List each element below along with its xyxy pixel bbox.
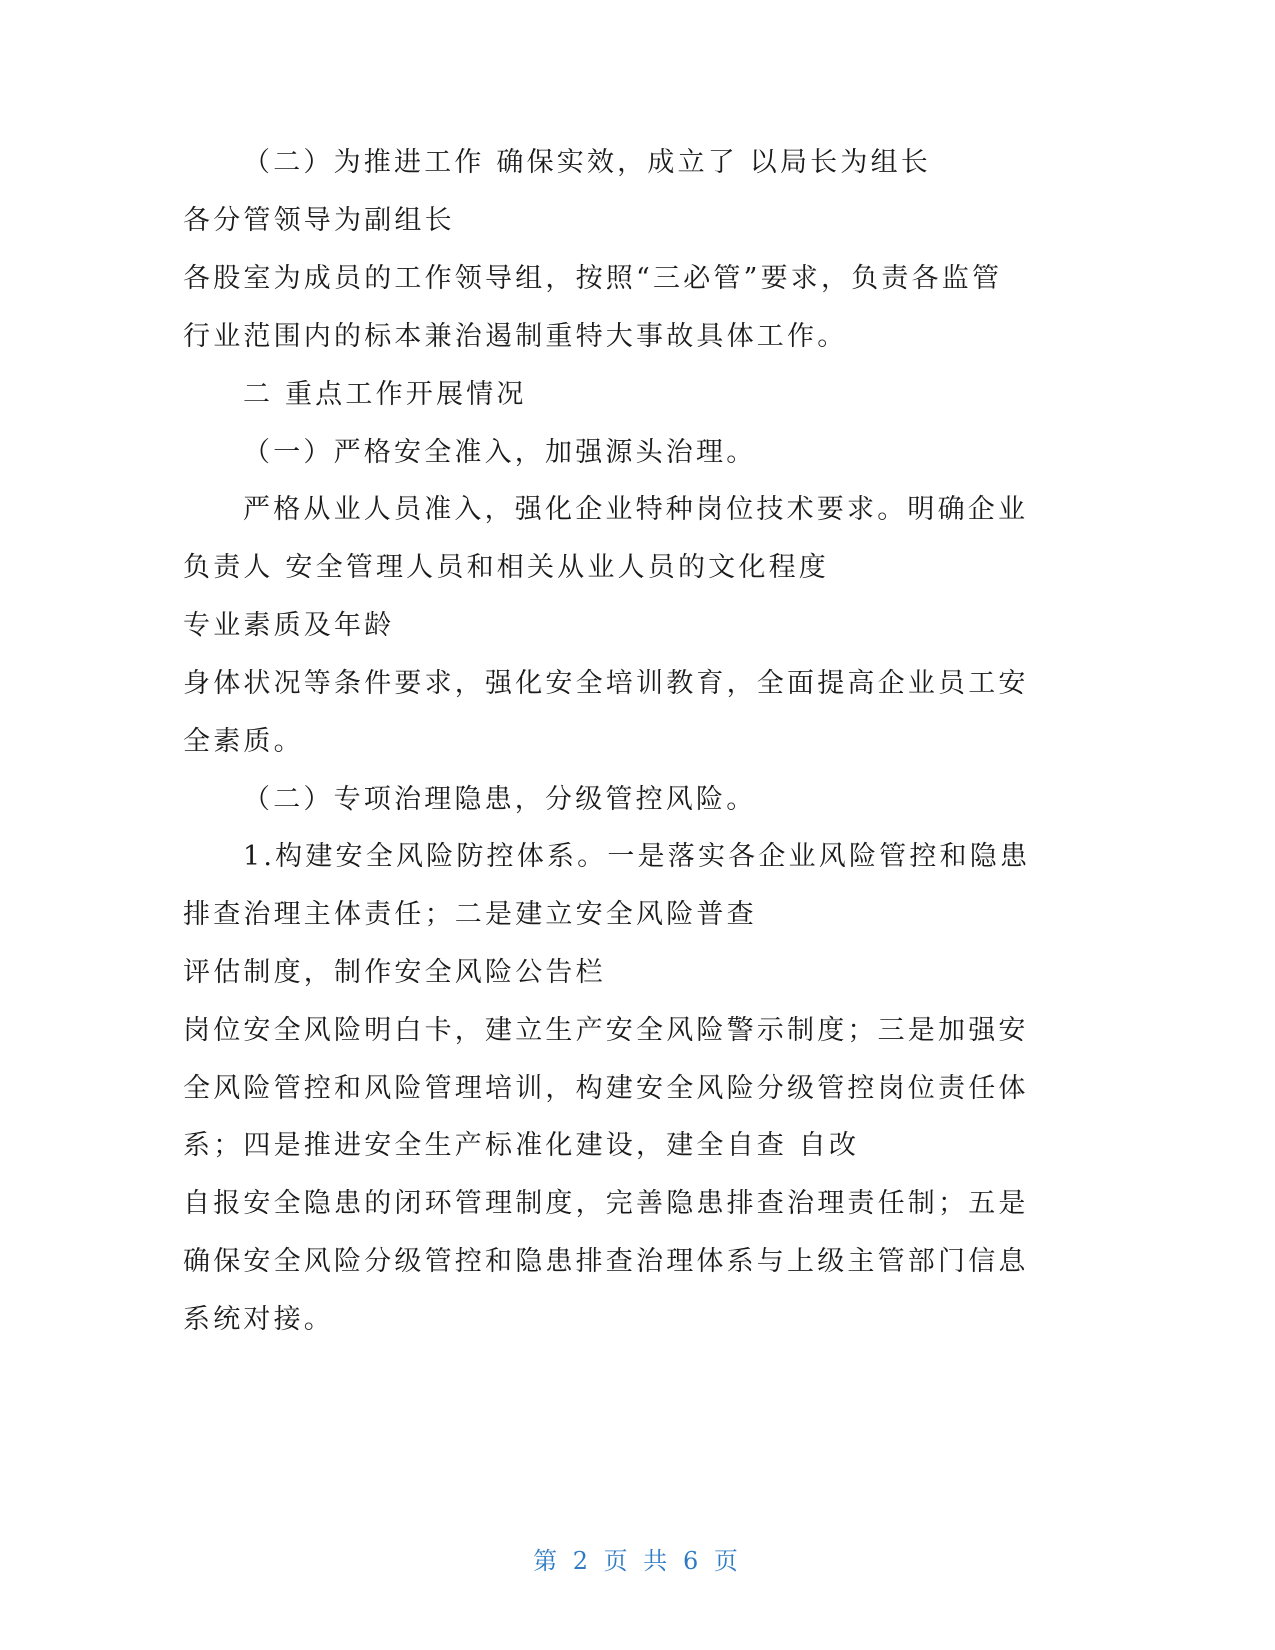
paragraph-line: 专业素质及年龄	[183, 610, 395, 641]
paragraph-line: 各股室为成员的工作领导组，按照“三必管”要求，负责各监管	[183, 263, 1003, 294]
paragraph-line: 系统对接。	[183, 1304, 334, 1335]
paragraph-line: 严格从业人员准入，强化企业特种岗位技术要求。明确企业	[243, 494, 1029, 525]
paragraph-line: 确保安全风险分级管控和隐患排查治理体系与上级主管部门信息	[183, 1246, 1029, 1277]
paragraph-line: 身体状况等条件要求，强化安全培训教育，全面提高企业员工安	[183, 668, 1029, 699]
section-heading: 二 重点工作开展情况	[243, 379, 527, 410]
subsection-heading: （二）专项治理隐患，分级管控风险。	[243, 784, 757, 815]
paragraph-line: 系；四是推进安全生产标准化建设，建全自查 自改	[183, 1130, 860, 1161]
page-number-footer: 第 2 页 共 6 页	[533, 1547, 742, 1575]
paragraph-line: （二）为推进工作 确保实效，成立了 以局长为组长	[243, 147, 931, 178]
paragraph-line: 1.构建安全风险防控体系。一是落实各企业风险管控和隐患	[243, 841, 1031, 872]
paragraph-line: 负责人 安全管理人员和相关从业人员的文化程度	[183, 552, 829, 583]
paragraph-line: 排查治理主体责任；二是建立安全风险普查	[183, 899, 757, 930]
paragraph-line: 自报安全隐患的闭环管理制度，完善隐患排查治理责任制；五是	[183, 1188, 1029, 1219]
paragraph-line: 各分管领导为副组长	[183, 205, 455, 236]
paragraph-line: 行业范围内的标本兼治遏制重特大事故具体工作。	[183, 321, 848, 352]
subsection-heading: （一）严格安全准入，加强源头治理。	[243, 437, 757, 468]
paragraph-line: 全素质。	[183, 726, 304, 757]
paragraph-line: 全风险管控和风险管理培训，构建安全风险分级管控岗位责任体	[183, 1073, 1029, 1104]
paragraph-line: 评估制度，制作安全风险公告栏	[183, 957, 606, 988]
paragraph-line: 岗位安全风险明白卡，建立生产安全风险警示制度；三是加强安	[183, 1015, 1029, 1046]
